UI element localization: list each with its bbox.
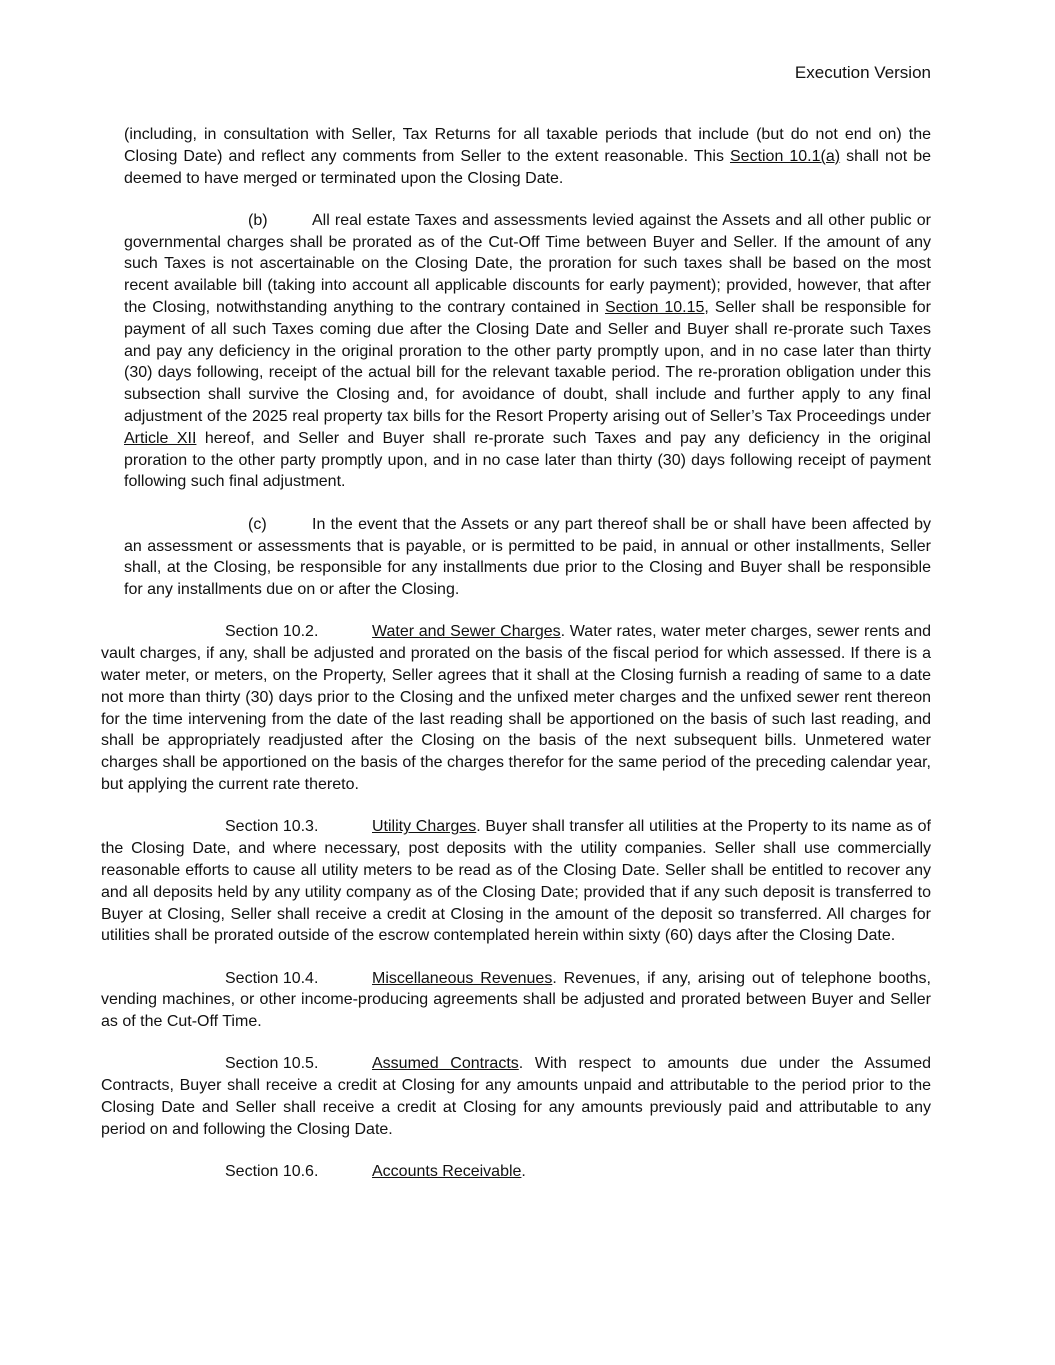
paragraph-text: . With respect to amounts due under the Assumed Contracts, Buyer shall receive a credit at Closing for any amounts unpaid and attributable to the period prior to the Closing Date and Seller shall receive a credit at Closing for any amounts previously paid and attributable to any period on and following the Closing Date. [101,1055,932,1138]
paragraph-text: All real estate Taxes and assessments levied against the Assets and all other public or governmental charges shall be prorated as of the Cut-Off Time between Buyer and Seller. If the amount of any such Taxes is not ascertainable on the Closing Date, the proration for such taxes shall be based on the most recent available bill (taking into account all applicable discounts for early payment); provided, however, that after the Closing, notwithstanding anything to the contrary contained in [124,211,931,317]
section-title: Utility Charges [372,818,477,836]
paragraph-text: , Seller shall be responsible for payment of all such Taxes coming due after the Closing Date and Seller and Buyer shall re-prorate such Taxes and pay any deficiency in the original proration to the other party promptly upon, and in no case later than thirty (30) days following, receipt of the actual bill for the relevant taxable period. The re-proration obligation under this subsection shall survive the Closing and, for avoidance of doubt, shall include and further apply to any final adjustment of the 2025 real property tax bills for the Resort Property arising out of Seller’s Tax Proceedings under [124,299,932,426]
section-10-4 [101,968,931,1033]
paragraph-10-1b [101,210,931,493]
section-label: Section 10.5. [225,1055,319,1073]
section-title: Accounts Receivable [372,1163,522,1181]
section-label: Section 10.2. [225,623,319,641]
document-version-header: Execution Version [794,63,931,82]
section-10-2 [101,621,931,795]
section-label: Section 10.3. [225,818,319,836]
subsection-label: (b) [248,211,268,229]
section-title: Water and Sewer Charges [372,623,561,641]
section-label: Section 10.4. [225,969,319,987]
paragraph-10-1a-continued [101,124,931,189]
subsection-label: (c) [248,515,267,533]
article-reference-link[interactable]: Article XII [124,429,197,447]
section-10-6 [101,1161,931,1183]
paragraph-text: . Buyer shall transfer all utilities at the Property to its name as of the Closing Date, and where necessary, post deposits with the utility companies. Seller shall use commercially reasonable efforts to cause all utility meters to be read as of the Closing Date. Seller shall be entitled to recover any and all deposits held by any utility company as of the Closing Date; provided that if any such deposit is transferred to Buyer at Closing, Seller shall receive a credit at Closing in the amount of the deposit so transferred. All charges for utilities shall be prorated outside of the escrow contemplated herein within sixty (60) days after the Closing Date. [101,818,931,945]
document-body [101,124,931,1203]
paragraph-text: In the event that the Assets or any part thereof shall be or shall have been affected by an assessment or assessments that is payable, or is permitted to be paid, in annual or other installments, Seller shall, at the Closing, be responsible for any installments due prior to the Closing and Buyer shall be responsible for any installments due on or after the Closing. [124,515,931,599]
paragraph-text: . Water rates, water meter charges, sewer rents and vault charges, if any, shall be adjusted and prorated on the basis of the fiscal period for which assessed. If there is a water meter, or meters, on the Property, Seller agrees that it shall at the Closing furnish a reading of same to a date not more than thirty (30) days prior to the Closing and the unfixed meter charges and the unfixed sewer rent thereon for the time intervening from the date of the last reading shall be apportioned on the basis of such last reading, and shall be appropriately readjusted after the Closing on the basis of the next subsequent bills. Unmetered water charges shall be apportioned on the basis of the charges therefor for the same period of the preceding calendar year, but applying the current rate thereto. [101,623,932,794]
paragraph-text: (including, in consultation with Seller, Tax Returns for all taxable periods that include (but do not end on) the Closing Date) and reflect any comments from Seller to the extent reasonable. This [124,126,931,165]
section-10-5 [101,1053,931,1140]
paragraph-text: shall not be deemed to have merged or terminated upon the Closing Date. [124,147,932,187]
section-reference-link[interactable]: Section 10.1(a) [729,147,841,165]
section-title: Miscellaneous Revenues [372,969,553,987]
paragraph-10-1c [101,514,931,601]
section-reference-link[interactable]: Section 10.15 [605,299,705,317]
paragraph-text: . [521,1163,526,1181]
section-label: Section 10.6. [225,1163,319,1181]
paragraph-text: . Revenues, if any, arising out of telephone booths, vending machines, or other income-producing agreements shall be adjusted and prorated between Buyer and Seller as of the Cut-Off Time. [101,969,931,1031]
section-10-3 [101,816,931,947]
paragraph-text: hereof, and Seller and Buyer shall re-prorate such Taxes and pay any deficiency in the original proration to the other party promptly upon, and in no case later than thirty (30) days following receipt of payment following such final adjustment. [124,429,931,491]
section-title: Assumed Contracts [372,1055,519,1073]
